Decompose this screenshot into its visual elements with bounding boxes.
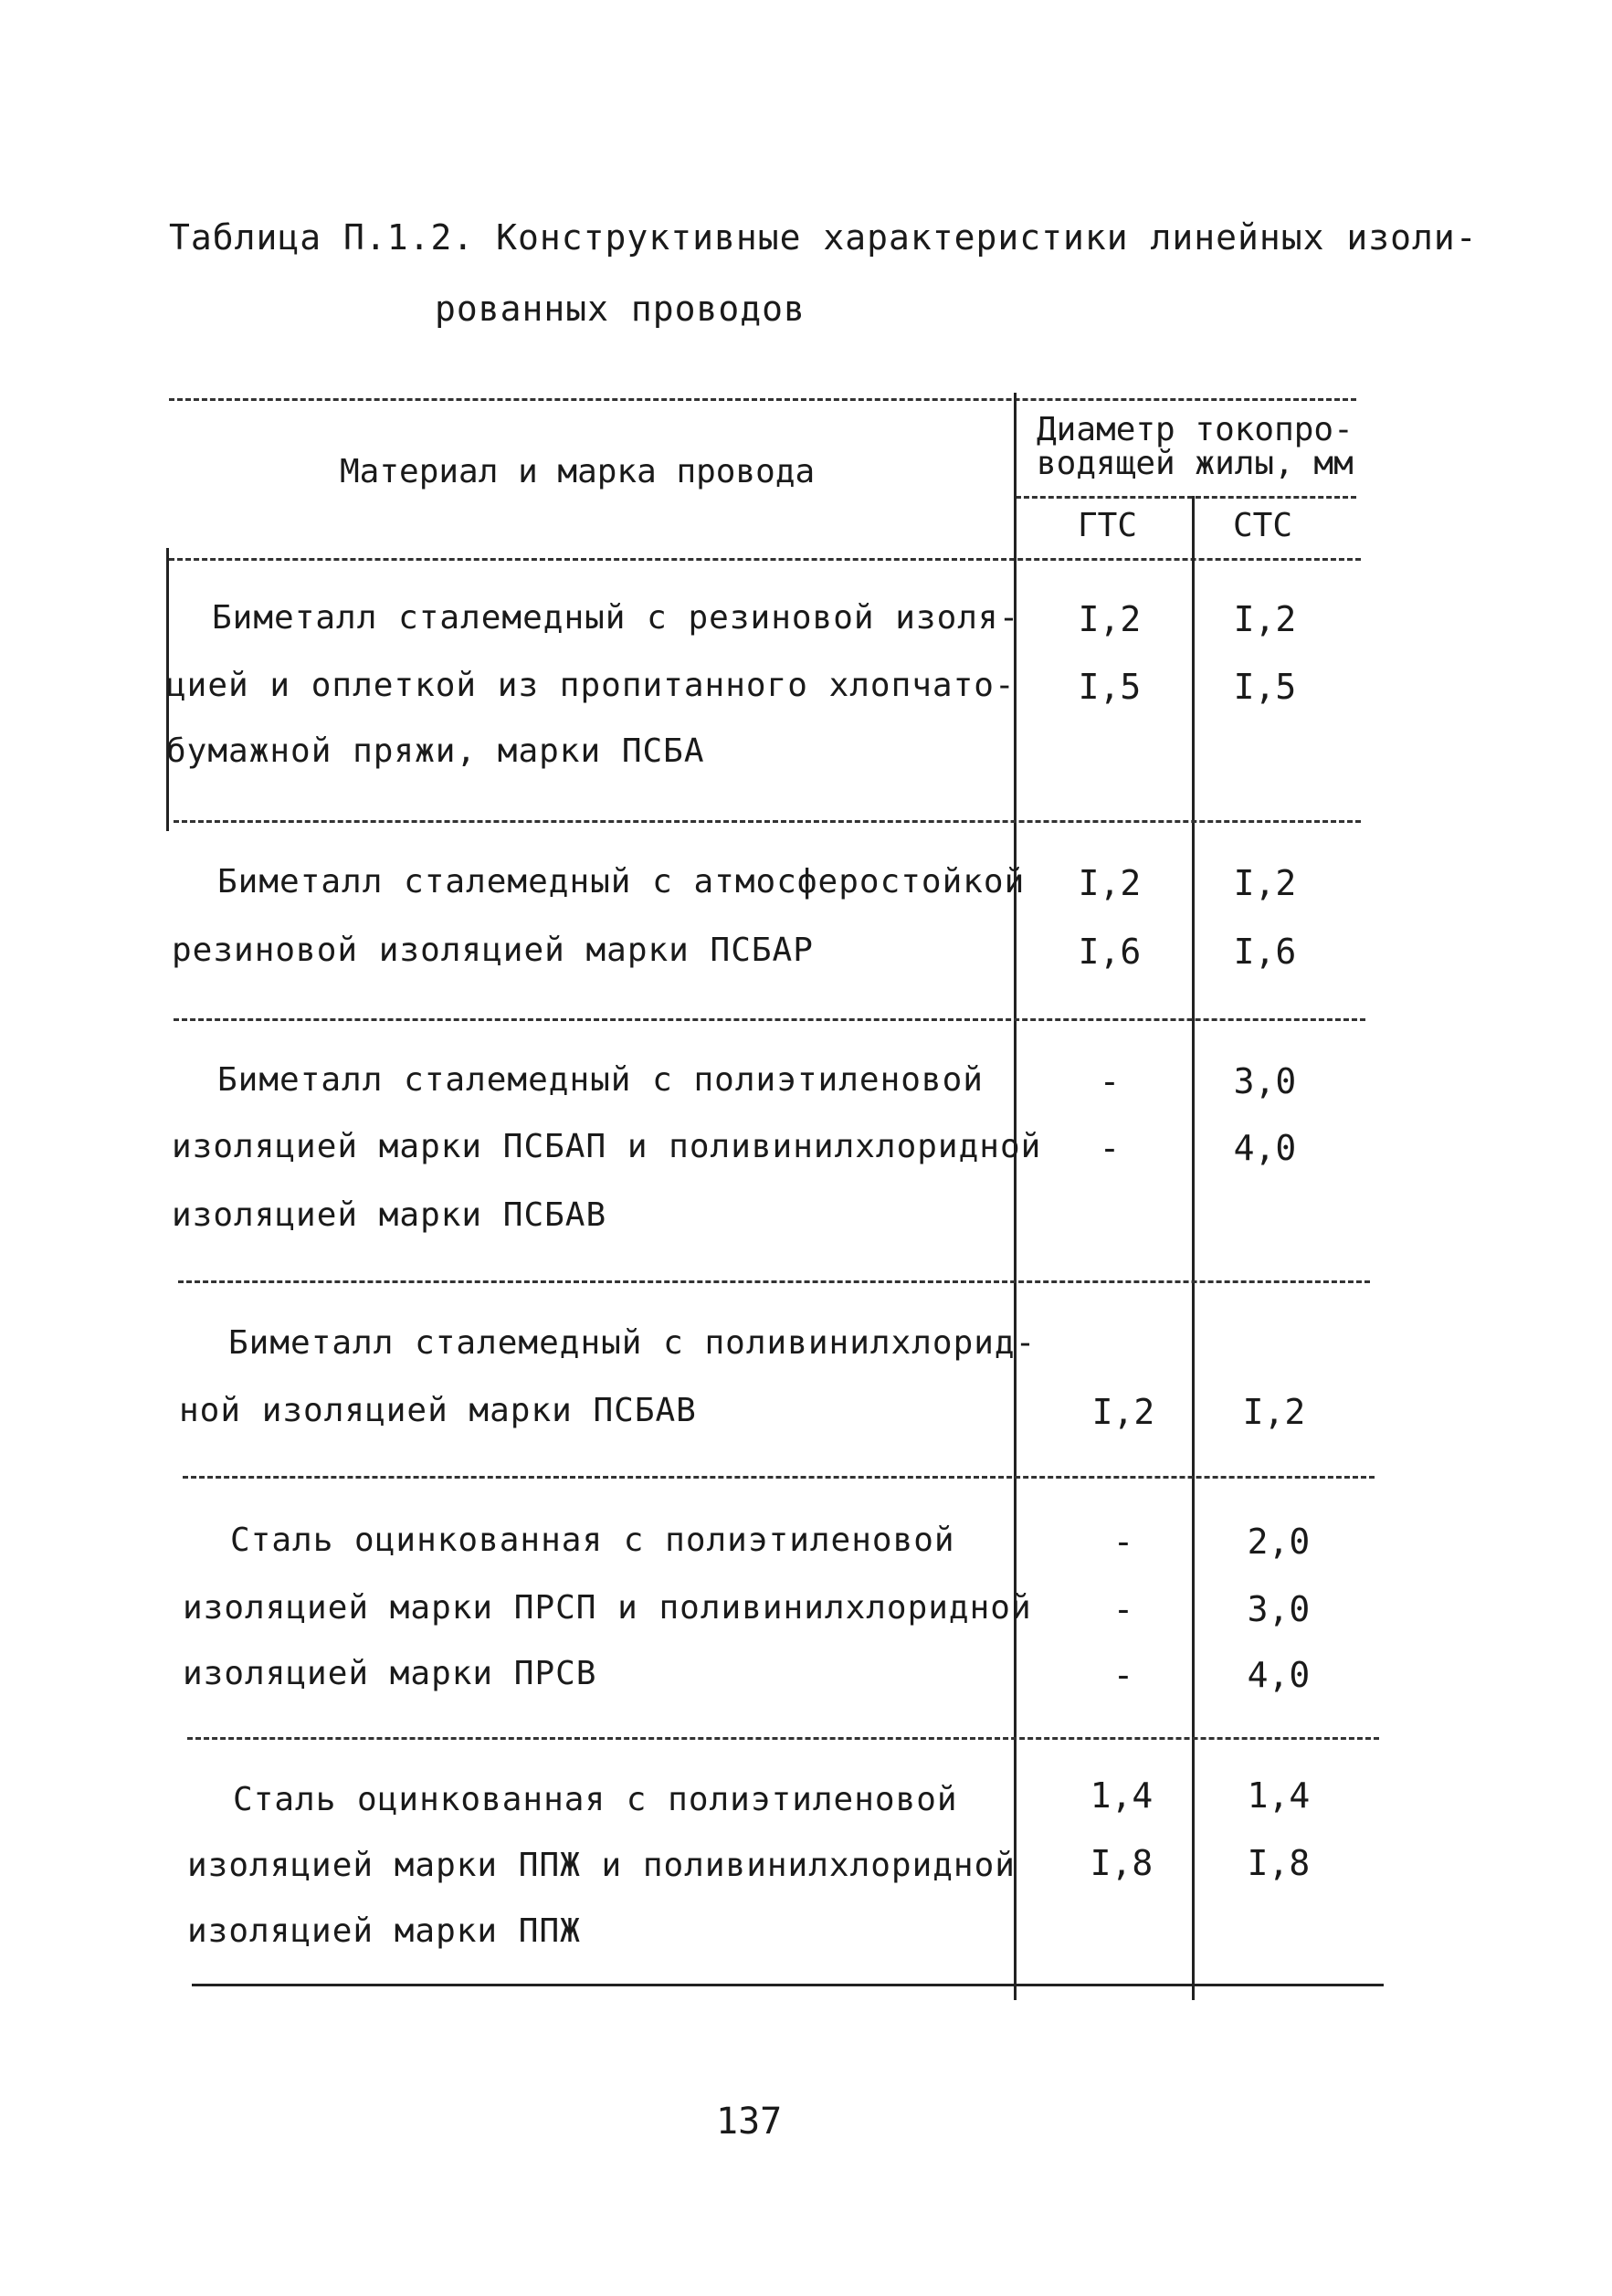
row-5-gts-2: -	[1112, 1589, 1134, 1629]
header-bottom-border	[169, 558, 1361, 561]
table-bottom-border	[192, 1984, 1384, 1986]
row-3-divider	[178, 1280, 1370, 1283]
table-top-border	[169, 398, 1356, 401]
row-2-line-1: Биметалл сталемедный с атмосферостойкой	[217, 863, 1026, 900]
row-4-line-2: ной изоляцией марки ПСБАВ	[179, 1392, 697, 1429]
row-3-gts-2: -	[1099, 1128, 1121, 1168]
row-4-line-1: Биметалл сталемедный с поливинилхлорид-	[228, 1324, 1037, 1362]
row-6-sts-1: 1,4	[1247, 1775, 1311, 1816]
row-4-divider	[183, 1476, 1375, 1479]
header-diameter-line-2: водящей жилы, мм	[1037, 445, 1354, 482]
row-3-line-1: Биметалл сталемедный с полиэтиленовой	[217, 1061, 984, 1099]
row-6-line-3: изоляцией марки ППЖ	[187, 1912, 581, 1950]
table-title-line-1: Таблица П.1.2. Конструктивные характеристики линейных изоли-	[169, 217, 1478, 258]
row-3-sts-2: 4,0	[1233, 1128, 1297, 1168]
row-6-gts-2: I,8	[1090, 1843, 1154, 1883]
row-1-line-2: цией и оплеткой из пропитанного хлопчато-	[166, 667, 1016, 704]
row-1-line-1: Биметалл сталемедный с резиновой изоля-	[212, 599, 1020, 637]
row-5-sts-3: 4,0	[1247, 1655, 1311, 1695]
table-title-line-2: рованных проводов	[435, 289, 806, 329]
page-number: 137	[716, 2101, 783, 2143]
row-5-sts-2: 3,0	[1247, 1589, 1311, 1629]
row-5-gts-3: -	[1112, 1655, 1134, 1695]
header-material: Материал и марка провода	[340, 453, 816, 490]
row-1-gts-1: I,2	[1078, 599, 1142, 639]
row-5-sts-1: 2,0	[1247, 1522, 1311, 1562]
row-1-sts-2: I,5	[1233, 667, 1297, 707]
row-3-line-2: изоляцией марки ПСБАП и поливинилхлоридной	[172, 1128, 1042, 1165]
row-2-sts-2: I,6	[1233, 932, 1297, 972]
row-1-line-3: бумажной пряжи, марки ПСБА	[166, 732, 705, 770]
row-4-gts-1: I,2	[1091, 1392, 1155, 1432]
row-3-line-3: изоляцией марки ПСБАВ	[172, 1196, 607, 1234]
header-col-sts: СТС	[1233, 507, 1293, 544]
row-2-sts-1: I,2	[1233, 863, 1297, 903]
header-col-gts: ГТС	[1078, 507, 1138, 544]
row-6-line-2: изоляцией марки ППЖ и поливинилхлоридной	[187, 1847, 1016, 1884]
header-diameter-line-1: Диаметр токопро-	[1037, 411, 1354, 448]
row-3-sts-1: 3,0	[1233, 1061, 1297, 1101]
row-1-divider	[174, 820, 1361, 823]
row-5-line-2: изоляцией марки ПРСП и поливинилхлоридной	[183, 1589, 1032, 1627]
header-subdivider	[1016, 496, 1356, 499]
row-6-gts-1: 1,4	[1090, 1775, 1154, 1816]
row-5-divider	[187, 1737, 1379, 1740]
row-2-gts-1: I,2	[1078, 863, 1142, 903]
row-6-sts-2: I,8	[1247, 1843, 1311, 1883]
row-2-divider	[174, 1018, 1365, 1021]
row-5-line-3: изоляцией марки ПРСВ	[183, 1655, 597, 1692]
row-5-line-1: Сталь оцинкованная с полиэтиленовой	[230, 1522, 955, 1559]
column-separator-gts	[1192, 496, 1195, 2000]
row-2-gts-2: I,6	[1078, 932, 1142, 972]
row-6-line-1: Сталь оцинкованная с полиэтиленовой	[233, 1781, 958, 1818]
row-5-gts-1: -	[1112, 1522, 1134, 1562]
row-2-line-2: резиновой изоляцией марки ПСБАР	[172, 932, 814, 969]
row-4-sts-1: I,2	[1242, 1392, 1306, 1432]
row-1-gts-2: I,5	[1078, 667, 1142, 707]
row-3-gts-1: -	[1099, 1061, 1121, 1101]
row-1-sts-1: I,2	[1233, 599, 1297, 639]
